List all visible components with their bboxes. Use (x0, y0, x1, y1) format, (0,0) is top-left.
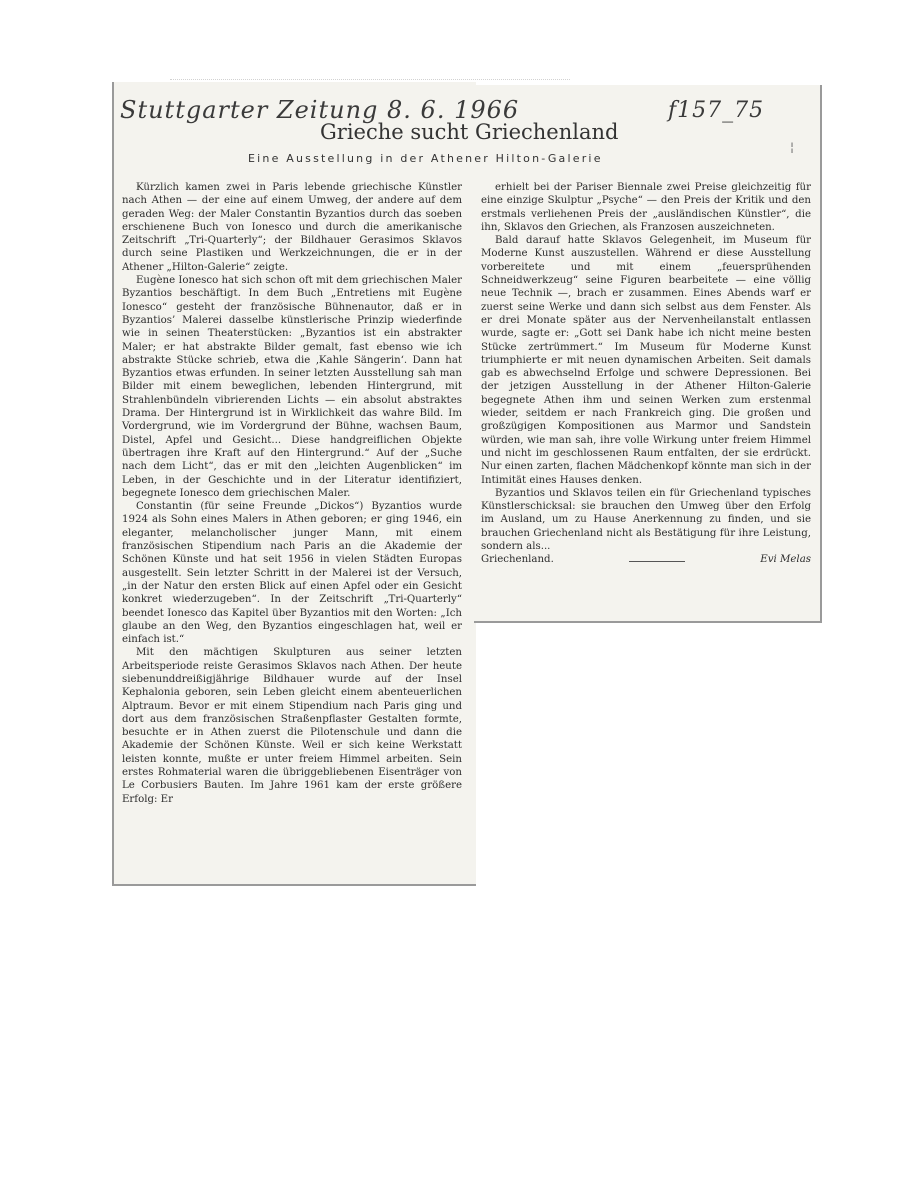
margin-mark: ¦ (790, 140, 795, 154)
article-headline: Grieche sucht Griechenland (320, 120, 619, 144)
article-subheadline: Eine Ausstellung in der Athener Hilton-Galerie (248, 152, 603, 165)
paragraph: Bald darauf hatte Sklavos Gelegenheit, im Museum für Moderne Kunst auszustellen. Während er diese Ausstellung vorbereitete und mit einem „feuersprühenden Schneidwerkzeug“ seine Figuren bearbeitete — eine völlig neue Technik —, brach er zusammen. Eines Abends warf er zuerst seine Werke und dann sich selbst aus dem Fenster. Als er drei Monate später aus der Nervenheilanstalt entlassen wurde, sagte er: „Gott sei Dank habe ich nicht meine besten Stücke zertrümmert.“ Im Museum für Moderne Kunst triumphierte er mit neuen dynamischen Arbeiten. Seit damals gab es abwechselnd Erfolge und schwere Depressionen. Bei der jetzigen Ausstellung in der Athener Hilton-Galerie begegnete Athen ihm und seinen Werken zum erstenmal wieder, seitdem er nach Frankreich ging. Die großen und großzügigen Kompositionen aus Marmor und Sandstein würden, wie man sah, ihre volle Wirkung unter freiem Himmel und nicht im geschlossenen Raum entfalten, der sie erdrückt. Nur einen zarten, flachen Mädchenkopf könnte man sich in der Intimität eines Hauses denken. (481, 235, 811, 486)
paragraph: erhielt bei der Pariser Biennale zwei Preise gleichzeitig für eine einzige Skulptur „Psyche“ — den Preis der Kritik und den erstmals verliehenen Preis der „ausländischen Künstler“, die ihn, Sklavos den Griechen, als Franzosen auszeichneten. (481, 182, 811, 233)
byline-divider (629, 561, 685, 562)
closing-last-word: Griechenland. (481, 554, 554, 566)
closing-paragraph: Byzantios und Sklavos teilen ein für Griechenland typisches Künstlerschicksal: sie brauchen den Umweg über den Erfolg im Ausland, um zu Hause Anerkennung zu finden, und sie brauchen Griechenland nicht als Bestätigung für ihre Leistung, sondern als... (481, 487, 811, 553)
byline-row (481, 553, 811, 566)
paragraph: Eugène Ionesco hat sich schon oft mit dem griechischen Maler Byzantios beschäftigt. In dem Buch „Entretiens mit Eugène Ionesco“ gesteht der französische Bühnenautor, daß er in Byzantios’ Malerei dasselbe künstlerische Prinzip wiederfinde wie in seinen Theaterstücken: „Byzantios ist ein abstrakter Maler; er hat abstrakte Bilder gemalt, fast ebenso wie ich abstrakte Stücke schrieb, etwa die ‚Kahle Sängerin‘. Dann hat Byzantios etwas erfunden. In seiner letzten Ausstellung sah man Bilder mit einem beweglichen, lebenden Hintergrund, mit Strahlenbündeln vibrierenden Lichts — ein absolut abstraktes Drama. Der Hintergrund ist in Wirklichkeit das wahre Bild. Im Vordergrund, wie im Vordergrund der Bühne, wachsen Baum, Distel, Apfel und Gesicht... Diese handgreiflichen Objekte übertragen ihre Kraft auf den Hintergrund.“ Auf der „Suche nach dem Licht“, das er mit den „leichten Augenblicken“ im Leben, in der Geschichte und in der Literatur identifiziert, begegnete Ionesco dem griechischen Maler. (122, 275, 462, 499)
faded-previous-text (170, 79, 570, 90)
paragraph: Mit den mächtigen Skulpturen aus seiner letzten Arbeitsperiode reiste Gerasimos Sklavos nach Athen. Der heute siebenunddreißigjährige Bildhauer wurde auf der Insel Kephalonia geboren, sein Leben gleicht einem abenteuerlichen Alptraum. Bevor er mit einem Stipendium nach Paris ging und dort aus dem französischen Straßenpflaster Gestalten formte, besuchte er in Athen zuerst die Pilotenschule und dann die Akademie der Schönen Künste. Weil er sich keine Werkstatt leisten konnte, mußte er unter freiem Himmel arbeiten. Sein erstes Rohmaterial waren die übriggebliebenen Eisenträger von Le Corbusiers Bauten. Im Jahre 1961 kam der erste größere Erfolg: Er (122, 647, 462, 805)
handwritten-source-note: Stuttgarter Zeitung 8. 6. 1966 (120, 96, 520, 124)
author-byline: Evi Melas (760, 554, 811, 566)
paragraph: Constantin (für seine Freunde „Dickos“) Byzantios wurde 1924 als Sohn eines Malers in Athen geboren; er ging 1946, ein eleganter, melancholischer junger Mann, mit einem französischen Stipendium nach Paris an die Akademie der Schönen Künste und hat seit 1956 in vielen Städten Europas ausgestellt. Sein letzter Schritt in der Malerei ist der Versuch, „in der Natur den ersten Blick auf einen Apfel oder ein Gesicht konkret wiederzugeben“. In der Zeitschrift „Tri-Quarterly“ beendet Ionesco das Kapitel über Byzantios mit den Worten: „Ich glaube an den Weg, den Byzantios eingeschlagen hat, weil er einfach ist.“ (122, 501, 462, 646)
article-column-left (122, 181, 462, 806)
article-column-right (481, 181, 811, 567)
handwritten-reference-number: f157_75 (668, 98, 765, 123)
paragraph: Kürzlich kamen zwei in Paris lebende griechische Künstler nach Athen — der eine auf einem Umweg, der andere auf dem geraden Weg: der Maler Constantin Byzantios durch das soeben erschienene Buch von Ionesco und durch die amerikanische Zeitschrift „Tri-Quarterly“; der Bildhauer Gerasimos Sklavos durch seine Plastiken und Werkzeichnungen, die er in der Athener „Hilton-Galerie“ zeigte. (122, 182, 462, 273)
